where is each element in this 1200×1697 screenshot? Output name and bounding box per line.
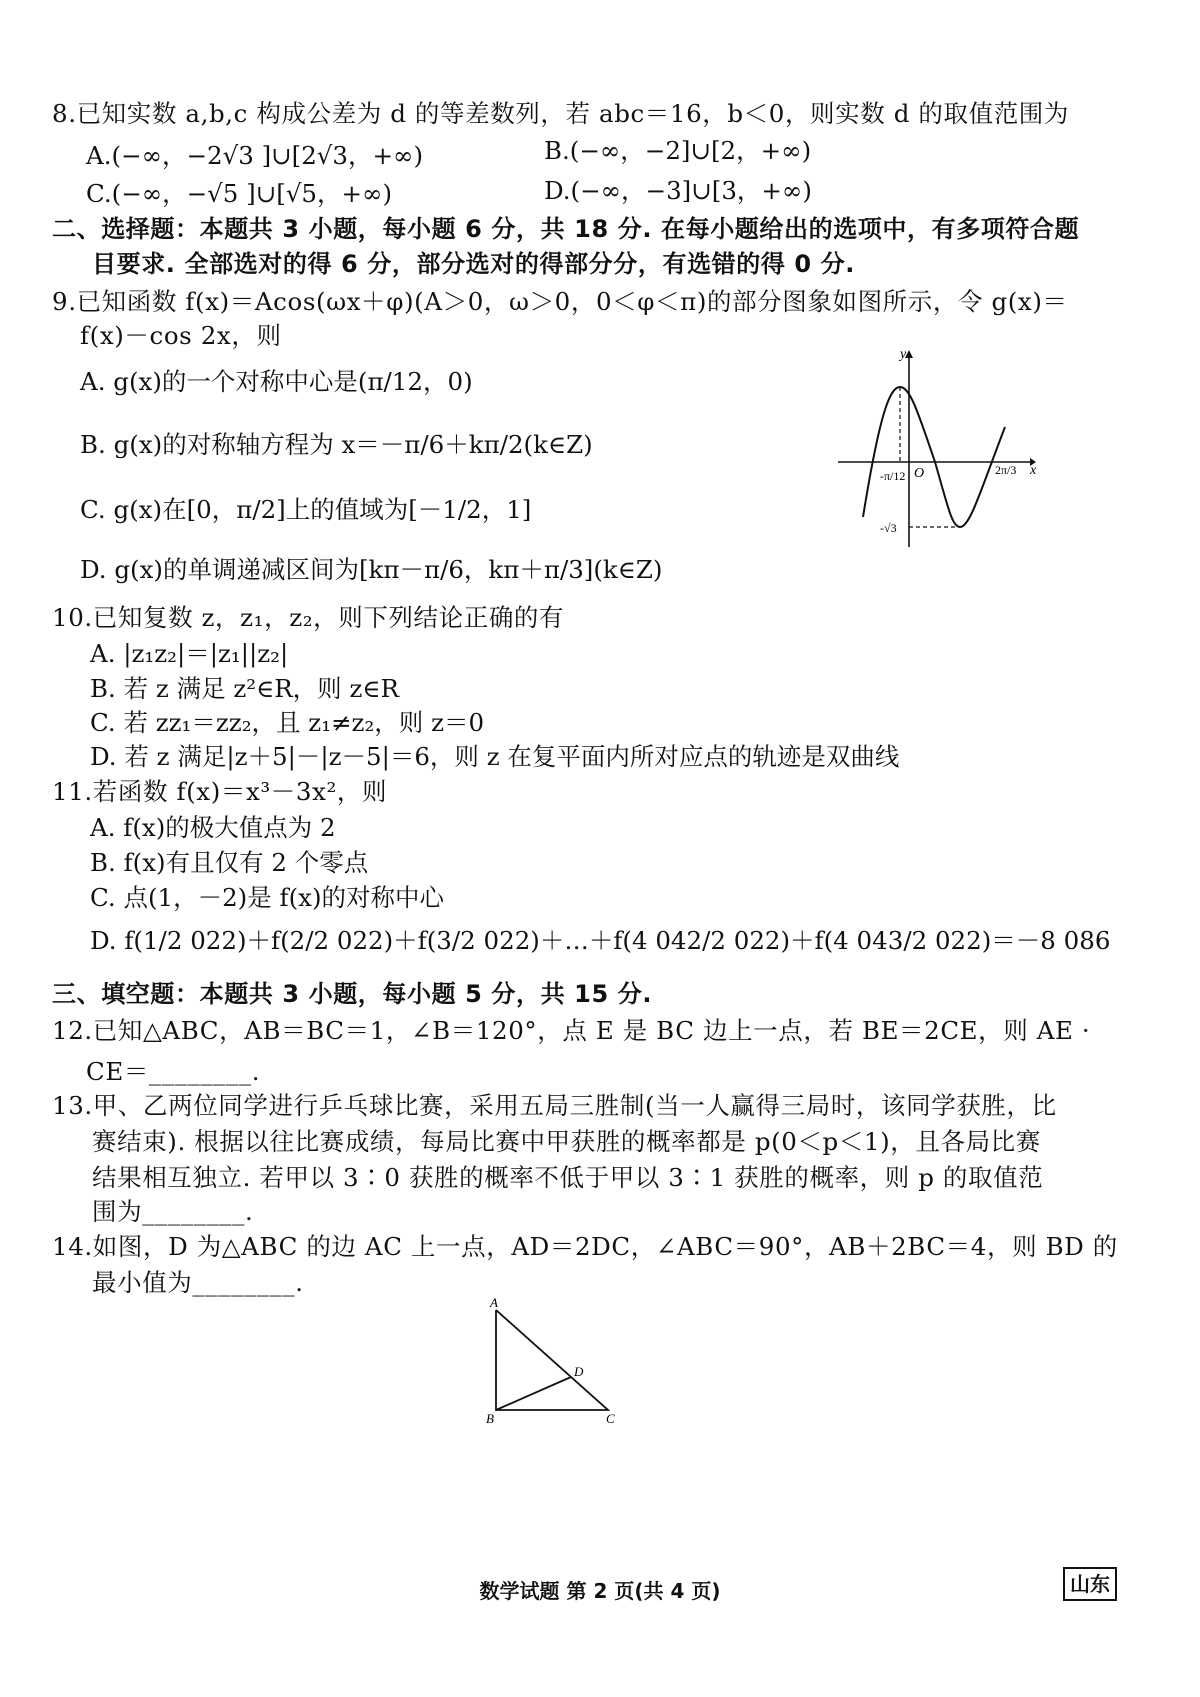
q9-option-b: B. g(x)的对称轴方程为 x＝－π/6＋kπ/2(k∈Z) [80,430,593,459]
q14-triangle-figure [478,1296,628,1426]
graph-y-label: y [900,347,907,362]
q13-text-3: 结果相互独立. 若甲以 3∶0 获胜的概率不低于甲以 3∶1 获胜的概率，则 p 的取值范 [92,1163,1044,1192]
q9-stem-cont: f(x)－cos 2x，则 [80,321,282,350]
q13-text-2: 赛结束). 根据以往比赛成绩，每局比赛中甲获胜的概率都是 p(0＜p＜1)，且各局比赛 [92,1127,1041,1156]
q10-option-c: C. 若 zz₁＝zz₂，且 z₁≠z₂，则 z＝0 [90,708,485,737]
q10-option-d: D. 若 z 满足|z＋5|－|z－5|＝6，则 z 在复平面内所对应点的轨迹是双曲线 [90,742,900,771]
q13-text: 13.甲、乙两位同学进行乒乓球比赛，采用五局三胜制(当一人赢得三局时，该同学获胜，比 [52,1091,1057,1120]
q11-option-b: B. f(x)有且仅有 2 个零点 [90,848,369,877]
q9-option-c: C. g(x)在[0，π/2]上的值域为[－1/2，1] [80,495,532,524]
q8-stem: 8.已知实数 a,b,c 构成公差为 d 的等差数列，若 abc＝16，b＜0，则实数 d 的取值范围为 [52,99,1069,128]
q10-stem: 10.已知复数 z，z₁，z₂，则下列结论正确的有 [52,603,565,632]
q8-option-b: B.(−∞，−2]∪[2，+∞) [544,136,812,165]
q13-text-4: 围为________. [92,1197,254,1226]
section3-heading: 三、填空题：本题共 3 小题，每小题 5 分，共 15 分. [52,980,653,1008]
q9-stem: 9.已知函数 f(x)＝Acos(ωx＋φ)(A＞0，ω＞0，0＜φ＜π)的部分图象如图所示，令 g(x)＝ [52,287,1068,316]
region-badge: 山东 [1063,1567,1117,1601]
q11-option-c: C. 点(1，－2)是 f(x)的对称中心 [90,883,445,912]
section2-heading: 二、选择题：本题共 3 小题，每小题 6 分，共 18 分. 在每小题给出的选项中，有多项符合题 [52,215,1080,243]
graph-left-tick-label: -π/12 [880,469,906,483]
q9-function-graph [830,342,1040,552]
section2-heading-cont: 目要求. 全部选对的得 6 分，部分选对的得部分分，有选错的得 0 分. [92,250,856,278]
graph-right-tick-label: 2π/3 [995,463,1017,477]
q8-option-a: A.(−∞，−2√3 ]∪[2√3，+∞) [86,141,424,170]
page-footer: 数学试题 第 2 页(共 4 页) [479,1579,721,1603]
triangle-abc [496,1310,608,1410]
segment-bd [496,1377,571,1410]
q11-option-d: D. f(1/2 022)＋f(2/2 022)＋f(3/2 022)＋…＋f(4 042/2 022)＋f(4 043/2 022)＝－8 086 [90,926,1111,955]
vertex-a-label: A [490,1296,498,1310]
q10-option-b: B. 若 z 满足 z²∈R，则 z∈R [90,674,399,703]
q12-text: 12.已知△ABC，AB＝BC＝1，∠B＝120°，点 E 是 BC 边上一点，若 BE＝2CE，则 AE · [52,1016,1091,1045]
cosine-curve [863,387,1005,527]
q10-option-a: A. |z₁z₂|＝|z₁||z₂| [90,639,289,668]
q11-option-a: A. f(x)的极大值点为 2 [90,813,336,842]
q8-option-c: C.(−∞，−√5 ]∪[√5，+∞) [86,179,393,208]
graph-origin-label: O [914,466,925,481]
q8-option-d: D.(−∞，−3]∪[3，+∞) [544,176,812,205]
q9-option-a: A. g(x)的一个对称中心是(π/12，0) [80,367,473,396]
q9-option-d: D. g(x)的单调递减区间为[kπ－π/6，kπ＋π/3](k∈Z) [80,555,663,584]
graph-min-label: -√3 [880,521,897,535]
graph-x-label: x [1030,463,1037,478]
vertex-c-label: C [606,1411,615,1426]
q14-text: 14.如图，D 为△ABC 的边 AC 上一点，AD＝2DC，∠ABC＝90°，AB＋2BC＝4，则 BD 的 [52,1232,1118,1261]
vertex-b-label: B [486,1411,494,1426]
q11-stem: 11.若函数 f(x)＝x³－3x²，则 [52,777,388,806]
q14-text-cont: 最小值为________. [92,1268,304,1297]
vertex-d-label: D [574,1364,584,1379]
q12-text-cont: CE＝________. [86,1057,261,1086]
